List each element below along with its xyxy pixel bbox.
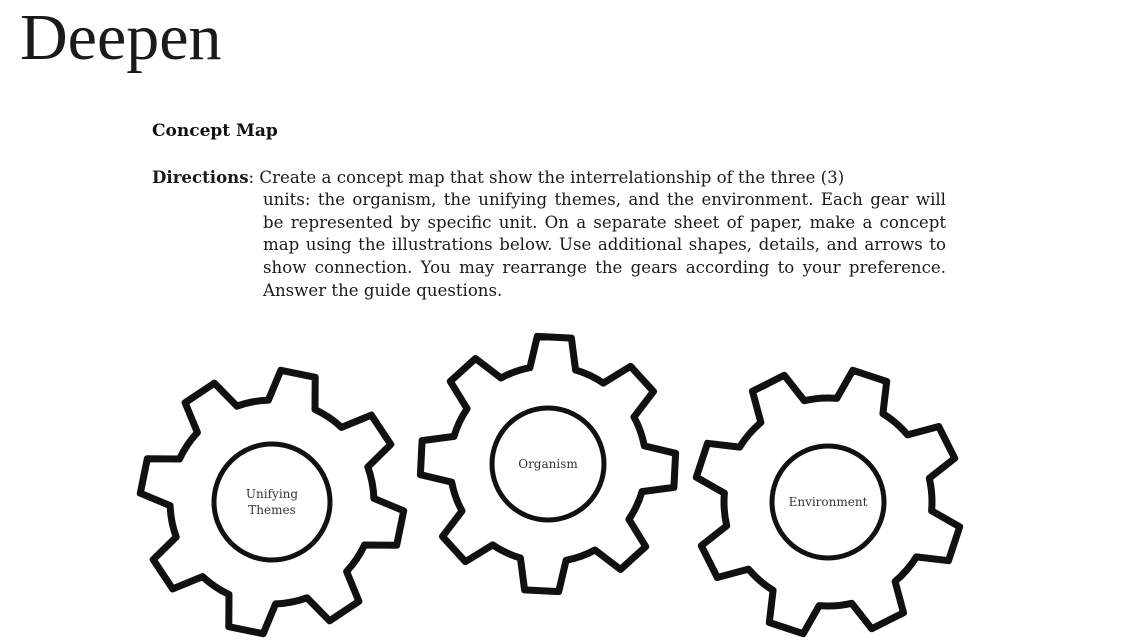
slide-title: Deepen [20,1,222,74]
directions-label: Directions [152,167,249,187]
directions-text-first-line: Create a concept map that show the interrelationship of the three (3) [259,168,845,187]
gear-environment [696,370,959,633]
directions-first-line [152,166,946,190]
gear-hub-circle [214,444,330,560]
gear-organism [420,336,675,591]
directions-text: units: the organism, the unifying themes, and the environment. Each gear will be represented by specific unit. On a separate sheet of paper, make a concept map using the illustrations below. Use additional shapes, details, and arrows to show connection. You may rearrange the gears according to your preference. Answer the guide questions. [263,189,946,300]
gear-label: Environment [788,495,868,509]
gear-label: Themes [248,503,296,517]
directions-separator: : [248,168,255,187]
gear-unifying-themes [140,370,403,633]
gear-label: Organism [518,457,578,471]
section-heading: Concept Map [152,121,278,141]
directions-block [152,166,946,300]
gear-label: Unifying [245,487,299,501]
gear-illustration [0,330,1136,640]
